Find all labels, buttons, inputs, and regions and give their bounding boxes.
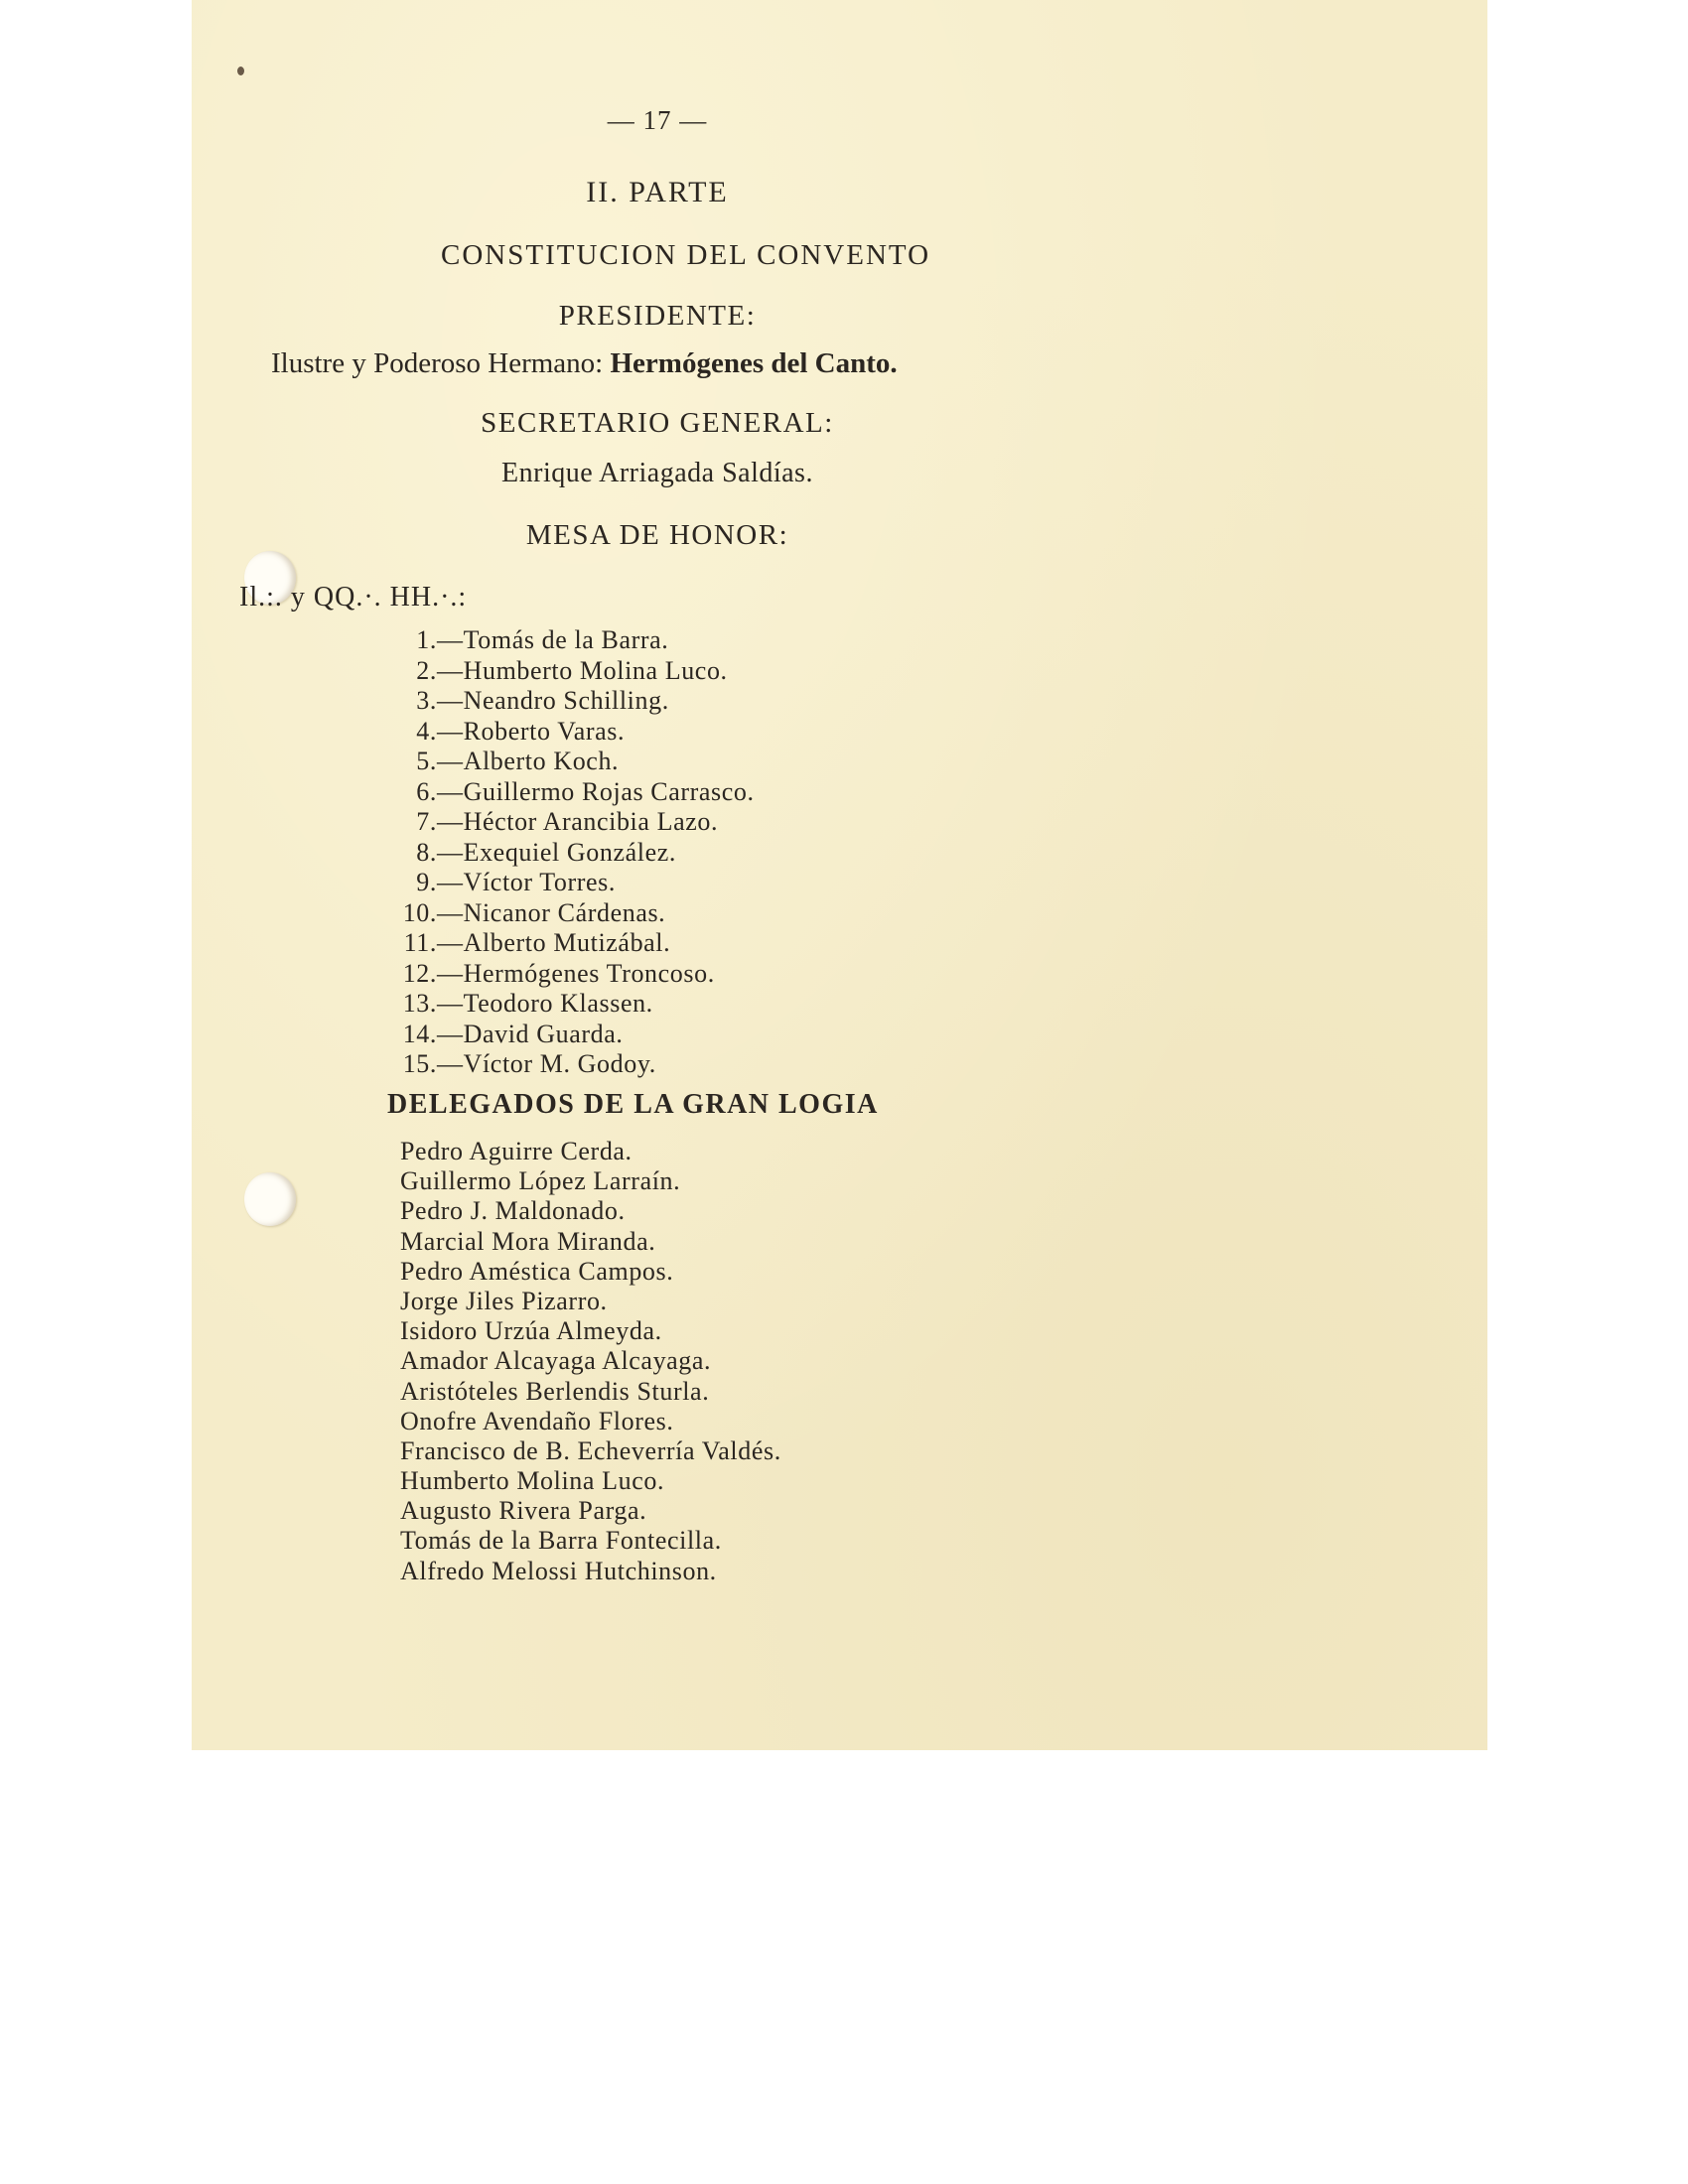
delegado-item: Alfredo Melossi Hutchinson. [400, 1556, 717, 1585]
mesa-member-number: 6. [416, 776, 437, 806]
mesa-member [377, 686, 755, 717]
delegado-item: Isidoro Urzúa Almeyda. [400, 1316, 662, 1346]
presidente-line [271, 347, 1264, 380]
mesa-member-number: 10. [402, 897, 437, 927]
mesa-member-name: —Alberto Koch. [437, 747, 620, 775]
mesa-member-number: 12. [402, 958, 437, 988]
mesa-member [377, 1020, 755, 1050]
mesa-member [377, 717, 755, 748]
delegado-item: Pedro Aguirre Cerda. [400, 1137, 633, 1165]
mesa-intro: Il.:. y QQ.·. HH.·.: [239, 582, 468, 613]
mesa-member [377, 656, 755, 687]
mesa-member-number: 3. [416, 686, 437, 715]
delegado-item: Francisco de B. Echeverría Valdés. [400, 1435, 781, 1465]
mesa-member [377, 1049, 755, 1080]
mesa-member-name: —David Guarda. [437, 1019, 624, 1048]
mesa-member-name: —Exequiel González. [437, 837, 676, 867]
delegado-item: Marcial Mora Miranda. [400, 1226, 656, 1256]
presidente-name: Hermógenes del Canto. [610, 347, 898, 379]
mesa-member-number: 1. [416, 625, 437, 654]
mesa-de-honor-heading: MESA DE HONOR: [525, 519, 789, 551]
delegado-item: Pedro Améstica Campos. [400, 1256, 674, 1286]
mesa-member-name: —Víctor M. Godoy. [437, 1049, 656, 1078]
mesa-member-number: 4. [416, 716, 437, 746]
mesa-de-honor-list [377, 625, 755, 1080]
mesa-member-number: 15. [402, 1049, 437, 1078]
part-title: II. PARTE [586, 176, 729, 208]
delegado-item: Tomás de la Barra Fontecilla. [400, 1526, 722, 1556]
mesa-member [377, 777, 755, 808]
mesa-member-name: —Guillermo Rojas Carrasco. [437, 776, 755, 806]
presidente-prefix: Ilustre y Poderoso Hermano: [271, 347, 611, 379]
mesa-member-name: —Nicanor Cárdenas. [437, 897, 666, 927]
delegado-item: Humberto Molina Luco. [400, 1466, 665, 1496]
mesa-member [377, 989, 755, 1020]
mesa-member-number: 11. [403, 928, 437, 957]
mesa-member-name: —Héctor Arancibia Lazo. [437, 807, 719, 836]
delegado-item: Augusto Rivera Parga. [400, 1496, 647, 1526]
mesa-member-name: —Humberto Molina Luco. [437, 655, 728, 685]
mesa-member [377, 625, 755, 656]
delegado-item: Guillermo López Larraín. [400, 1166, 681, 1196]
delegado-item: Jorge Jiles Pizarro. [400, 1286, 608, 1315]
mesa-member-number: 7. [416, 807, 437, 836]
mesa-member [377, 959, 755, 990]
mesa-member-number: 2. [416, 655, 437, 685]
mesa-member [377, 898, 755, 929]
delegados-heading: DELEGADOS DE LA GRAN LOGIA [387, 1089, 879, 1120]
mesa-member-name: —Víctor Torres. [437, 868, 616, 896]
mesa-member [377, 807, 755, 838]
secretario-heading: SECRETARIO GENERAL: [481, 407, 834, 439]
punch-hole-bottom [244, 1172, 296, 1226]
mesa-member-number: 8. [416, 837, 437, 867]
mesa-member-number: 13. [402, 989, 437, 1018]
mesa-member [377, 928, 755, 959]
delegados-list [400, 1137, 781, 1586]
delegado-item: Aristóteles Berlendis Sturla. [400, 1376, 710, 1406]
mesa-member [377, 747, 755, 777]
presidente-heading: PRESIDENTE: [558, 300, 757, 332]
mesa-member-name: —Hermógenes Troncoso. [437, 958, 715, 988]
mesa-member-name: —Alberto Mutizábal. [437, 928, 671, 957]
secretario-name: Enrique Arriagada Saldías. [501, 458, 813, 488]
mesa-member [377, 838, 755, 869]
mesa-member-name: —Roberto Varas. [437, 716, 626, 746]
section-title: CONSTITUCION DEL CONVENTO [441, 239, 931, 271]
delegado-item: Amador Alcayaga Alcayaga. [400, 1346, 712, 1376]
mesa-member-name: —Teodoro Klassen. [437, 989, 653, 1018]
mesa-member-number: 9. [416, 868, 437, 896]
page-number: — 17 — [607, 105, 708, 135]
ink-speck [237, 67, 244, 75]
mesa-member-number: 5. [416, 747, 437, 775]
mesa-member [377, 868, 755, 898]
mesa-member-number: 14. [402, 1019, 437, 1048]
mesa-member-name: —Neandro Schilling. [437, 686, 669, 715]
delegado-item: Onofre Avendaño Flores. [400, 1406, 674, 1435]
delegado-item: Pedro J. Maldonado. [400, 1196, 626, 1226]
mesa-member-name: —Tomás de la Barra. [437, 625, 669, 654]
